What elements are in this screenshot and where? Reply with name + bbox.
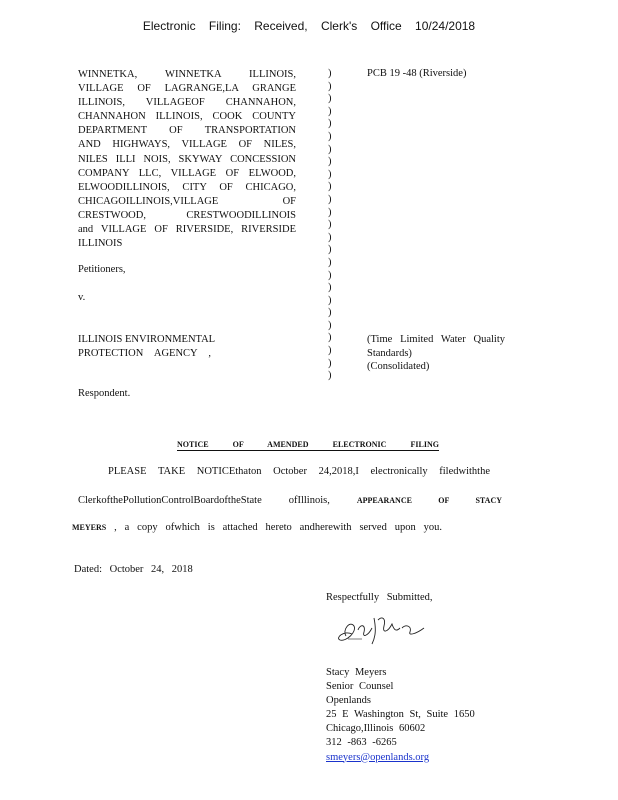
caption-line: DEPARTMENT OF TRANSPORTATION	[78, 125, 296, 137]
notice-body-line: PLEASE TAKE NOTICEthaton October 24,2018,I electronically filedwiththe	[108, 466, 490, 477]
email-link[interactable]: smeyers@openlands.org	[326, 751, 430, 763]
caption-line: CHANNAHON ILLINOIS, COOK COUNTY	[78, 111, 296, 123]
appearance-reference-name: MEYERS	[72, 523, 107, 532]
address-line-2: Chicago,Illinois 60602	[326, 723, 426, 735]
caption-line: ILLINOIS	[78, 238, 123, 250]
respondent-label: Respondent.	[78, 388, 131, 399]
caption-line: WINNETKA, WINNETKA ILLINOIS,	[78, 69, 296, 80]
caption-parentheses-column: ) ) ) ) ) ) ) ) ) ) ) ) ) ) ) ) ) ) ) ) ) ) ) ) )	[328, 68, 332, 382]
matter-line: (Consolidated)	[367, 361, 430, 372]
case-number: PCB 19 -48 (Riverside)	[367, 68, 467, 79]
notice-body-text: , a copy ofwhich is attached hereto andherewith served upon you.	[114, 522, 442, 533]
caption-line: CRESTWOOD, CRESTWOODILLINOIS	[78, 209, 296, 221]
notice-title: NOTICE OF AMENDED ELECTRONIC FILING	[177, 440, 439, 449]
signer-organization: Openlands	[326, 695, 371, 707]
matter-description	[367, 333, 505, 374]
handwritten-signature	[332, 606, 428, 648]
signer-title: Senior Counsel	[326, 681, 394, 693]
petitioners-label: Petitioners,	[78, 264, 126, 275]
versus-label: v.	[78, 292, 86, 303]
signature-block	[326, 666, 475, 765]
caption-line: COMPANY LLC, VILLAGE OF ELWOOD,	[78, 167, 296, 179]
caption-line: NILES ILLI NOIS, SKYWAY CONCESSION	[78, 153, 296, 165]
petitioners-caption	[78, 68, 296, 251]
closing: Respectfully Submitted,	[326, 592, 433, 603]
caption-line: ELWOODILLINOIS, CITY OF CHICAGO,	[78, 181, 296, 193]
signer-name: Stacy Meyers	[326, 667, 387, 678]
respondent-name-line: ILLINOIS ENVIRONMENTAL	[78, 334, 216, 345]
notice-body-text: ClerkofthePollutionControlBoardoftheState ofIllinois,	[78, 495, 330, 506]
respondent-name-line: PROTECTION AGENCY ,	[78, 348, 211, 360]
caption-line: VILLAGE OF LAGRANGE,LA GRANGE	[78, 83, 296, 95]
notice-body-line	[78, 495, 502, 506]
address-line-1: 25 E Washington St, Suite 1650	[326, 709, 475, 721]
phone-number: 312 -863 -6265	[326, 737, 397, 749]
respondent-name	[78, 333, 214, 361]
caption-line: and VILLAGE OF RIVERSIDE, RIVERSIDE	[78, 224, 296, 236]
filing-stamp-header: Electronic Filing: Received, Clerk's Office 10/24/2018	[142, 19, 476, 33]
caption-line: ILLINOIS, VILLAGEOF CHANNAHON,	[78, 97, 296, 109]
appearance-reference: APPEARANCE OF STACY	[356, 496, 502, 505]
date-line: Dated: October 24, 2018	[74, 564, 193, 575]
notice-body-line	[72, 522, 442, 533]
caption-line: CHICAGOILLINOIS,VILLAGE OF	[78, 195, 296, 207]
caption-line: AND HIGHWAYS, VILLAGE OF NILES,	[78, 139, 296, 151]
matter-line: Standards)	[367, 347, 412, 359]
matter-line: (Time Limited Water Quality	[367, 334, 505, 345]
